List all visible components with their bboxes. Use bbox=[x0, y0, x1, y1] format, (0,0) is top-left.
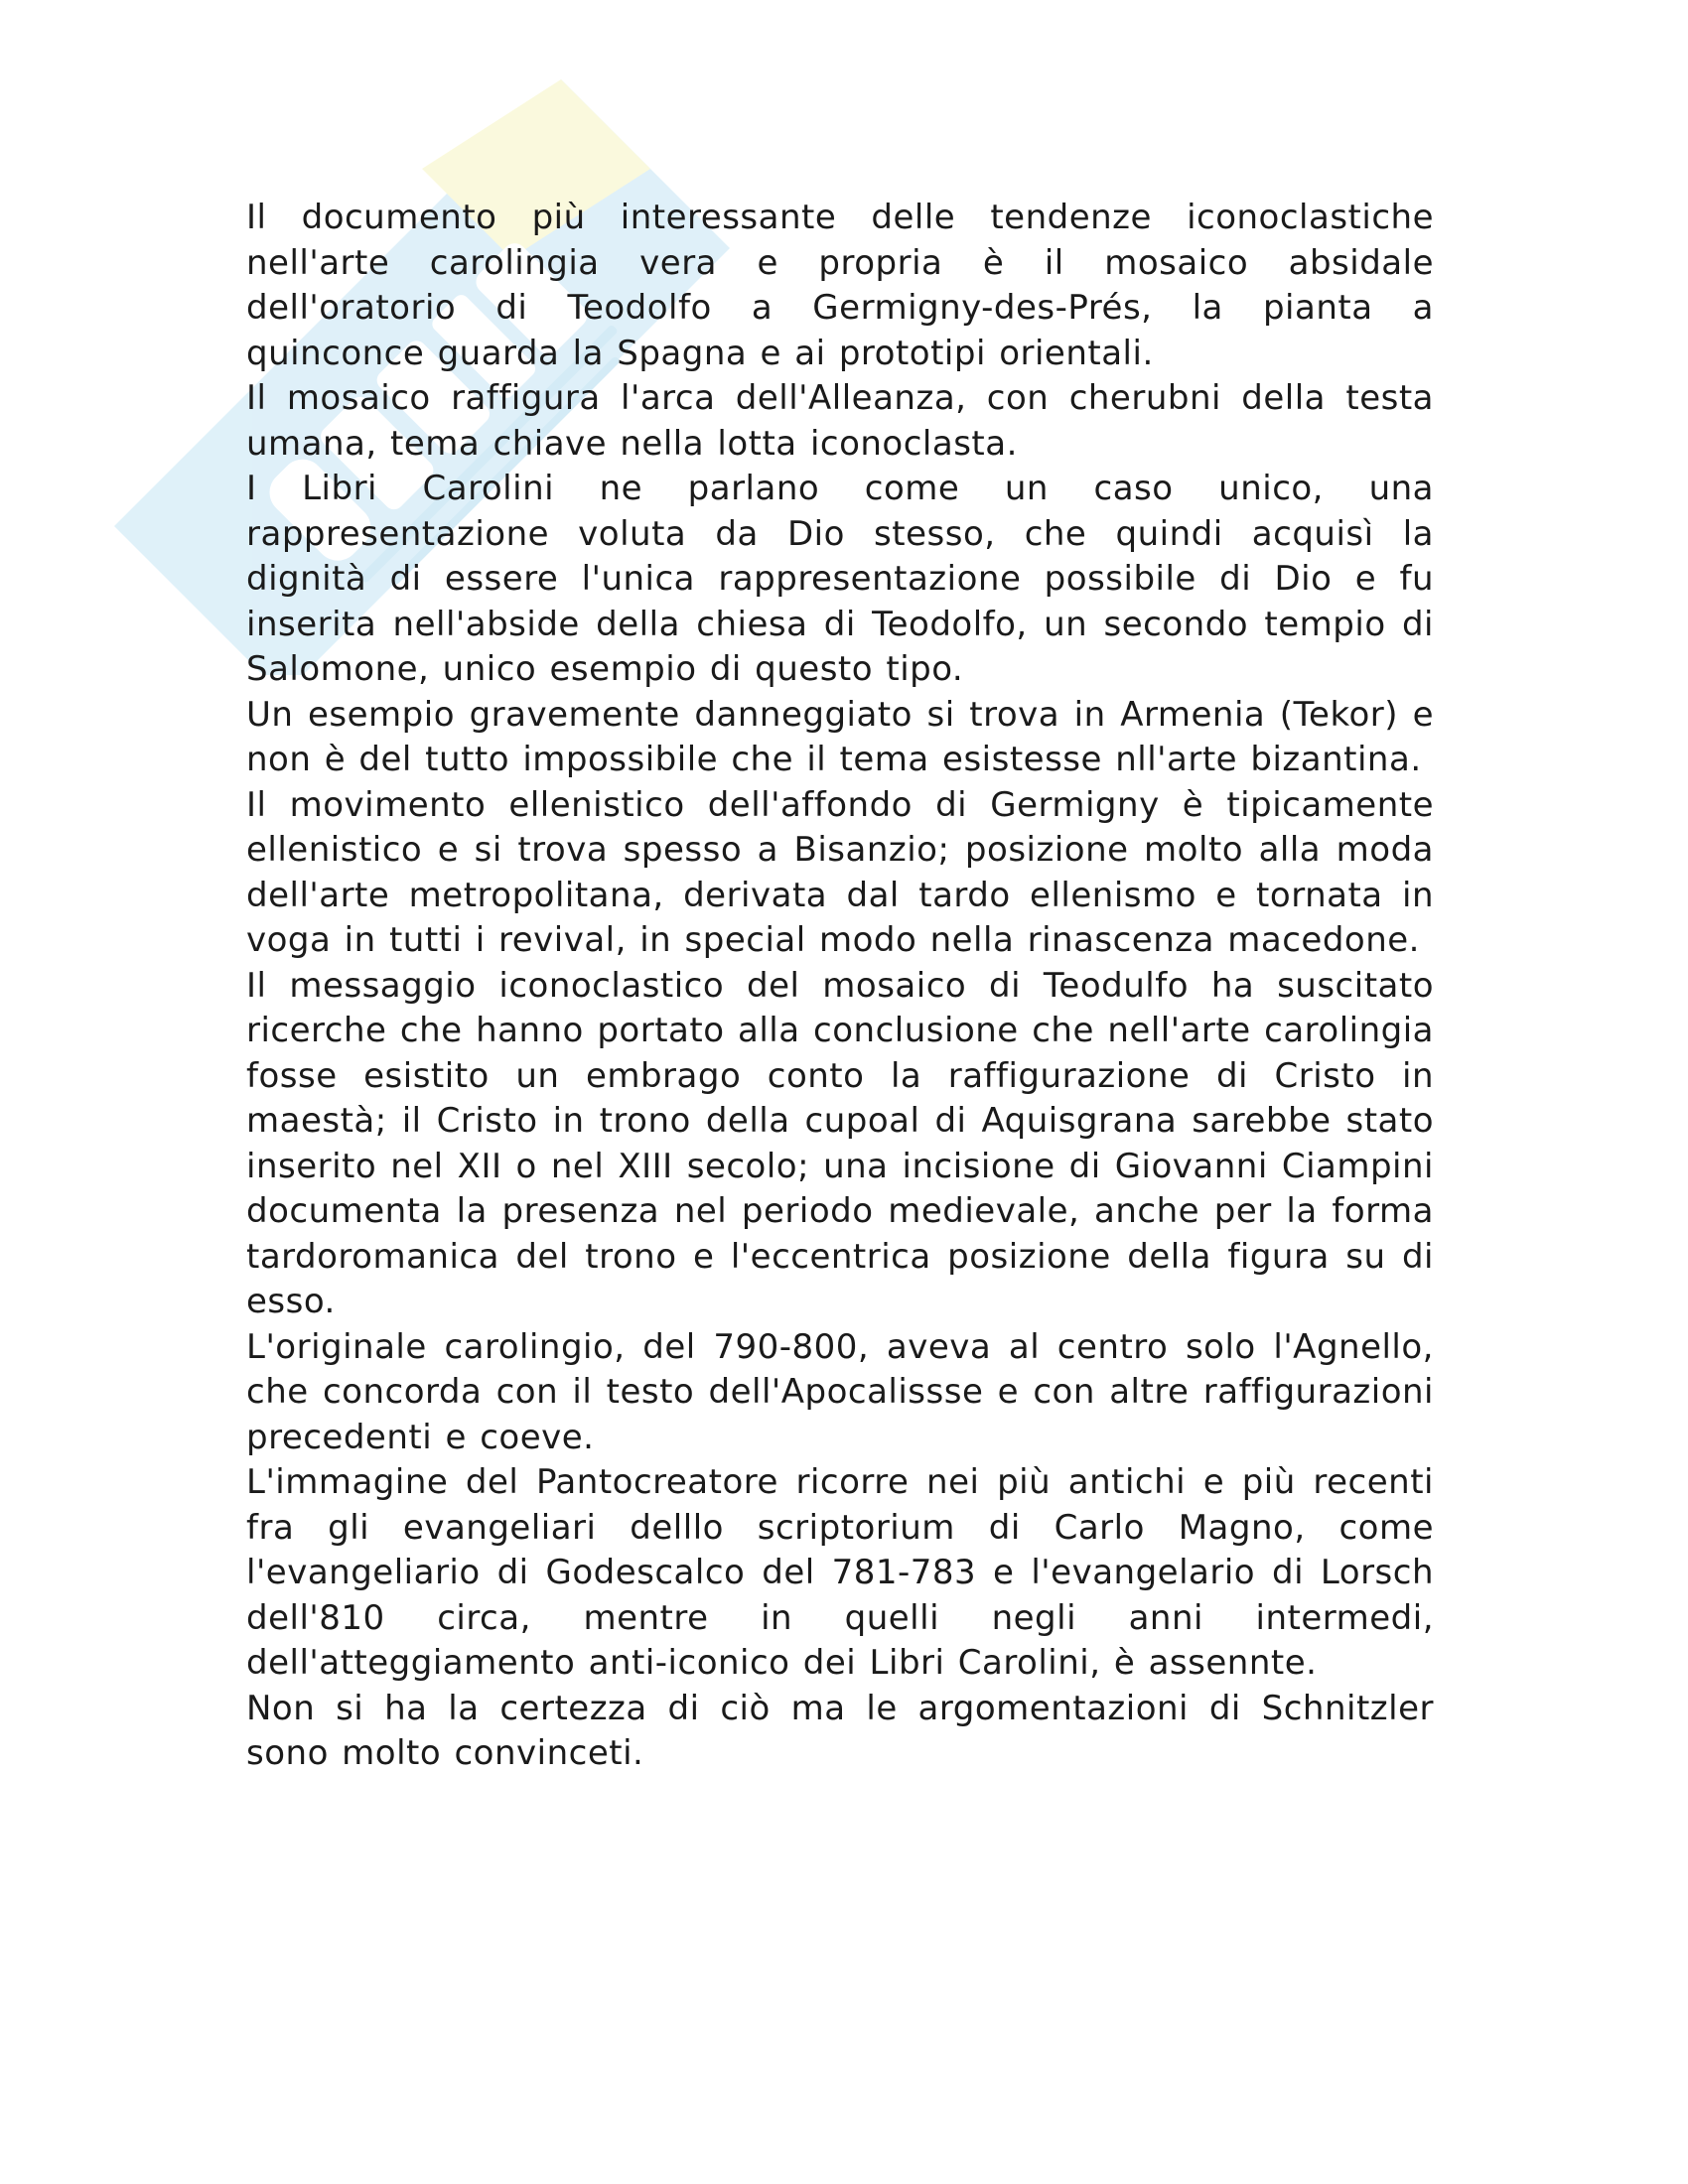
paragraph: Un esempio gravemente danneggiato si trova in Armenia (Tekor) e non è del tutto impossibile che il tema esistesse nll'arte bizantina. bbox=[246, 694, 1434, 779]
paragraph: Il mosaico raffigura l'arca dell'Alleanza, con cherubni della testa umana, tema chiave nella lotta iconoclasta. bbox=[246, 378, 1434, 464]
paragraph: I Libri Carolini ne parlano come un caso unico, una rappresentazione voluta da Dio stesso, che quindi acquisì la dignità di essere l'unica rappresentazione possibile di Dio e fu inserita nell'abside della chiesa di Teodolfo, un secondo tempio di Salomone, unico esempio di questo tipo. bbox=[246, 469, 1434, 689]
paragraph: L'originale carolingio, del 790-800, aveva al centro solo l'Agnello, che concorda con il testo dell'Apocalissse e con altre raffigurazioni precedenti e coeve. bbox=[246, 1326, 1434, 1457]
paragraph: L'immagine del Pantocreatore ricorre nei più antichi e più recenti fra gli evangeliari delllo scriptorium di Carlo Magno, come l'evangeliario di Godescalco del 781-783 e l'evangelario di Lorsch dell'810 circa, mentre in quelli negli anni intermedi, dell'atteggiamento anti-iconico dei Libri Carolini, è assennte. bbox=[246, 1462, 1434, 1683]
paragraph: Il messaggio iconoclastico del mosaico di Teodulfo ha suscitato ricerche che hanno portato alla conclusione che nell'arte carolingia fosse esistito un embrago conto la raffigurazione di Cristo in maestà; il Cristo in trono della cupoal di Aquisgrana sarebbe stato inserito nel XII o nel XIII secolo; una incisione di Giovanni Ciampini documenta la presenza nel periodo medievale, anche per la forma tardoromanica del trono e l'eccentrica posizione della figura su di esso. bbox=[246, 965, 1434, 1321]
paragraph: Il movimento ellenistico dell'affondo di Germigny è tipicamente ellenistico e si trova spesso a Bisanzio; posizione molto alla moda dell'arte metropolitana, derivata dal tardo ellenismo e tornata in voga in tutti i revival, in special modo nella rinascenza macedone. bbox=[246, 784, 1434, 960]
document-body bbox=[246, 196, 1434, 1777]
paragraph: Il documento più interessante delle tendenze iconoclastiche nell'arte carolingia vera e propria è il mosaico absidale dell'oratorio di Teodolfo a Germigny-des-Prés, la pianta a quinconce guarda la Spagna e ai prototipi orientali. bbox=[246, 198, 1434, 373]
paragraph: Non si ha la certezza di ciò ma le argomentazioni di Schnitzler sono molto convinceti. bbox=[246, 1688, 1434, 1773]
